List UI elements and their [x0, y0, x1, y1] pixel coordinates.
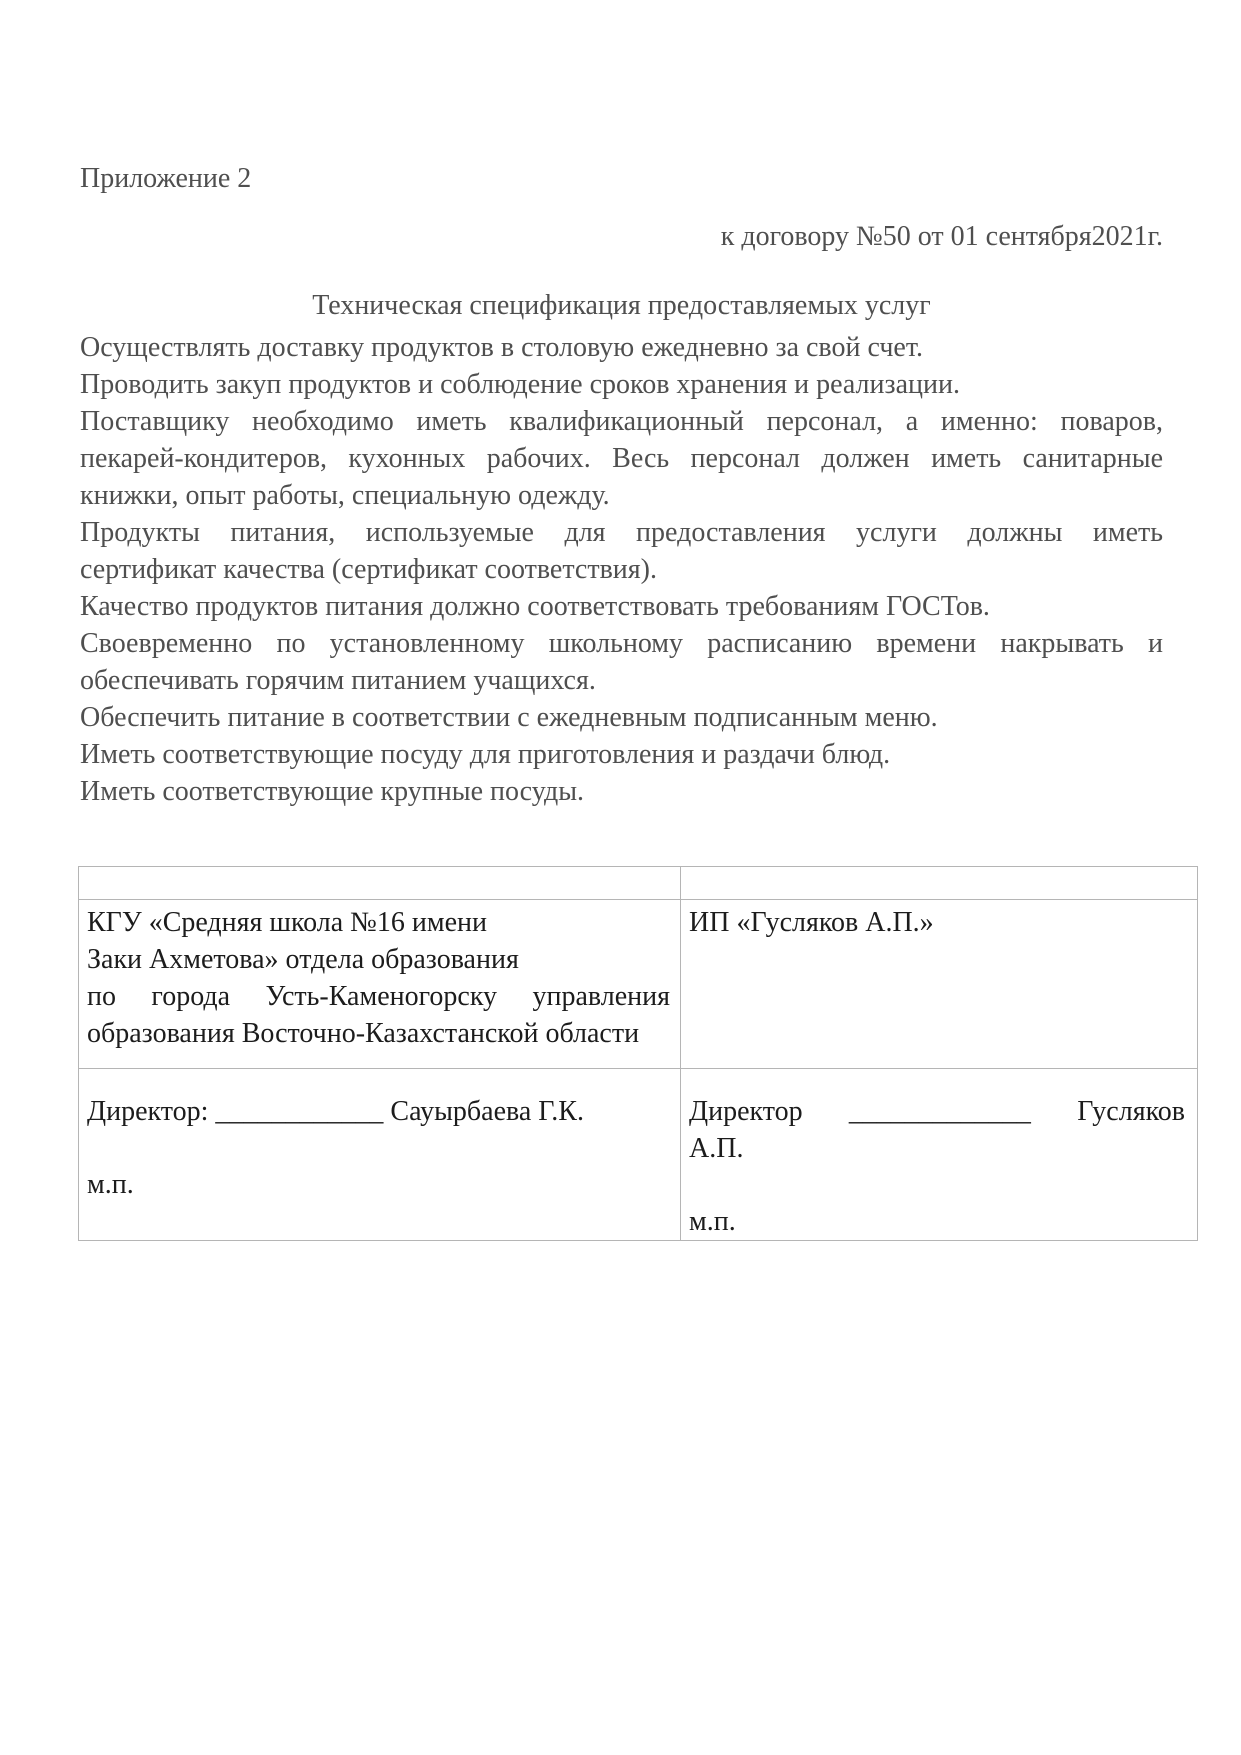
appendix-label: Приложение 2: [80, 163, 252, 194]
customer-name-cell: [79, 900, 681, 1069]
customer-name-line: Заки Ахметова» отдела образования: [87, 944, 519, 975]
empty-cell-right: [681, 867, 1198, 900]
customer-stamp-mark: м.п.: [87, 1169, 134, 1200]
customer-name-line: по города Усть-Каменогорску управления: [87, 981, 670, 1012]
supplier-signature-name: Гусляков: [1077, 1096, 1185, 1127]
supplier-name-cell: [681, 900, 1198, 1069]
empty-cell-left: [79, 867, 681, 900]
customer-signature-role: Директор:: [87, 1096, 209, 1127]
supplier-stamp-mark: м.п.: [689, 1206, 736, 1237]
body-line: книжки, опыт работы, специальную одежду.: [80, 480, 610, 511]
customer-name-line: образования Восточно-Казахстанской области: [87, 1018, 640, 1049]
body-line: пекарей-кондитеров, кухонных рабочих. Весь персонал должен иметь санитарные: [80, 443, 1163, 474]
body-line: Своевременно по установленному школьному расписанию времени накрывать и: [80, 628, 1163, 659]
body-line: Качество продуктов питания должно соответствовать требованиям ГОСТов.: [80, 591, 990, 622]
body-line: Продукты питания, используемые для предоставления услуги должны иметь: [80, 517, 1163, 548]
body-line: Обеспечить питание в соответствии с ежедневным подписанным меню.: [80, 702, 938, 733]
customer-name-line: КГУ «Средняя школа №16 имени: [87, 907, 487, 938]
contract-reference: к договору №50 от 01 сентября2021г.: [720, 221, 1163, 252]
supplier-signature-name-line2: А.П.: [689, 1133, 744, 1164]
body-line: Осуществлять доставку продуктов в столовую ежедневно за свой счет.: [80, 332, 923, 363]
body-line: Поставщику необходимо иметь квалификационный персонал, а именно: поваров,: [80, 406, 1163, 437]
table-row-parties: [79, 900, 1198, 1069]
body-line: Иметь соответствующие крупные посуды.: [80, 776, 585, 807]
supplier-signature-role: Директор: [689, 1096, 803, 1127]
customer-signature-blank: ____________: [215, 1096, 384, 1127]
body-line: Проводить закуп продуктов и соблюдение сроков хранения и реализации.: [80, 369, 960, 400]
customer-signature-cell: [79, 1069, 681, 1241]
customer-signature-line: [87, 1093, 668, 1130]
table-row-empty: [79, 867, 1198, 900]
specification-body: [80, 329, 1163, 810]
supplier-signature-cell: [681, 1069, 1198, 1241]
table-row-signatures: [79, 1069, 1198, 1241]
supplier-signature-blank: _____________: [848, 1096, 1031, 1127]
signatures-table: [78, 866, 1198, 1241]
body-line: Иметь соответствующие посуду для приготовления и раздачи блюд.: [80, 739, 891, 770]
supplier-name: ИП «Гусляков А.П.»: [689, 907, 934, 938]
document-title: Техническая спецификация предоставляемых услуг: [312, 290, 931, 321]
body-line: сертификат качества (сертификат соответствия).: [80, 554, 657, 585]
customer-signature-name: Сауырбаева Г.К.: [390, 1096, 584, 1127]
supplier-signature-line: [689, 1093, 1185, 1130]
body-line: обеспечивать горячим питанием учащихся.: [80, 665, 596, 696]
